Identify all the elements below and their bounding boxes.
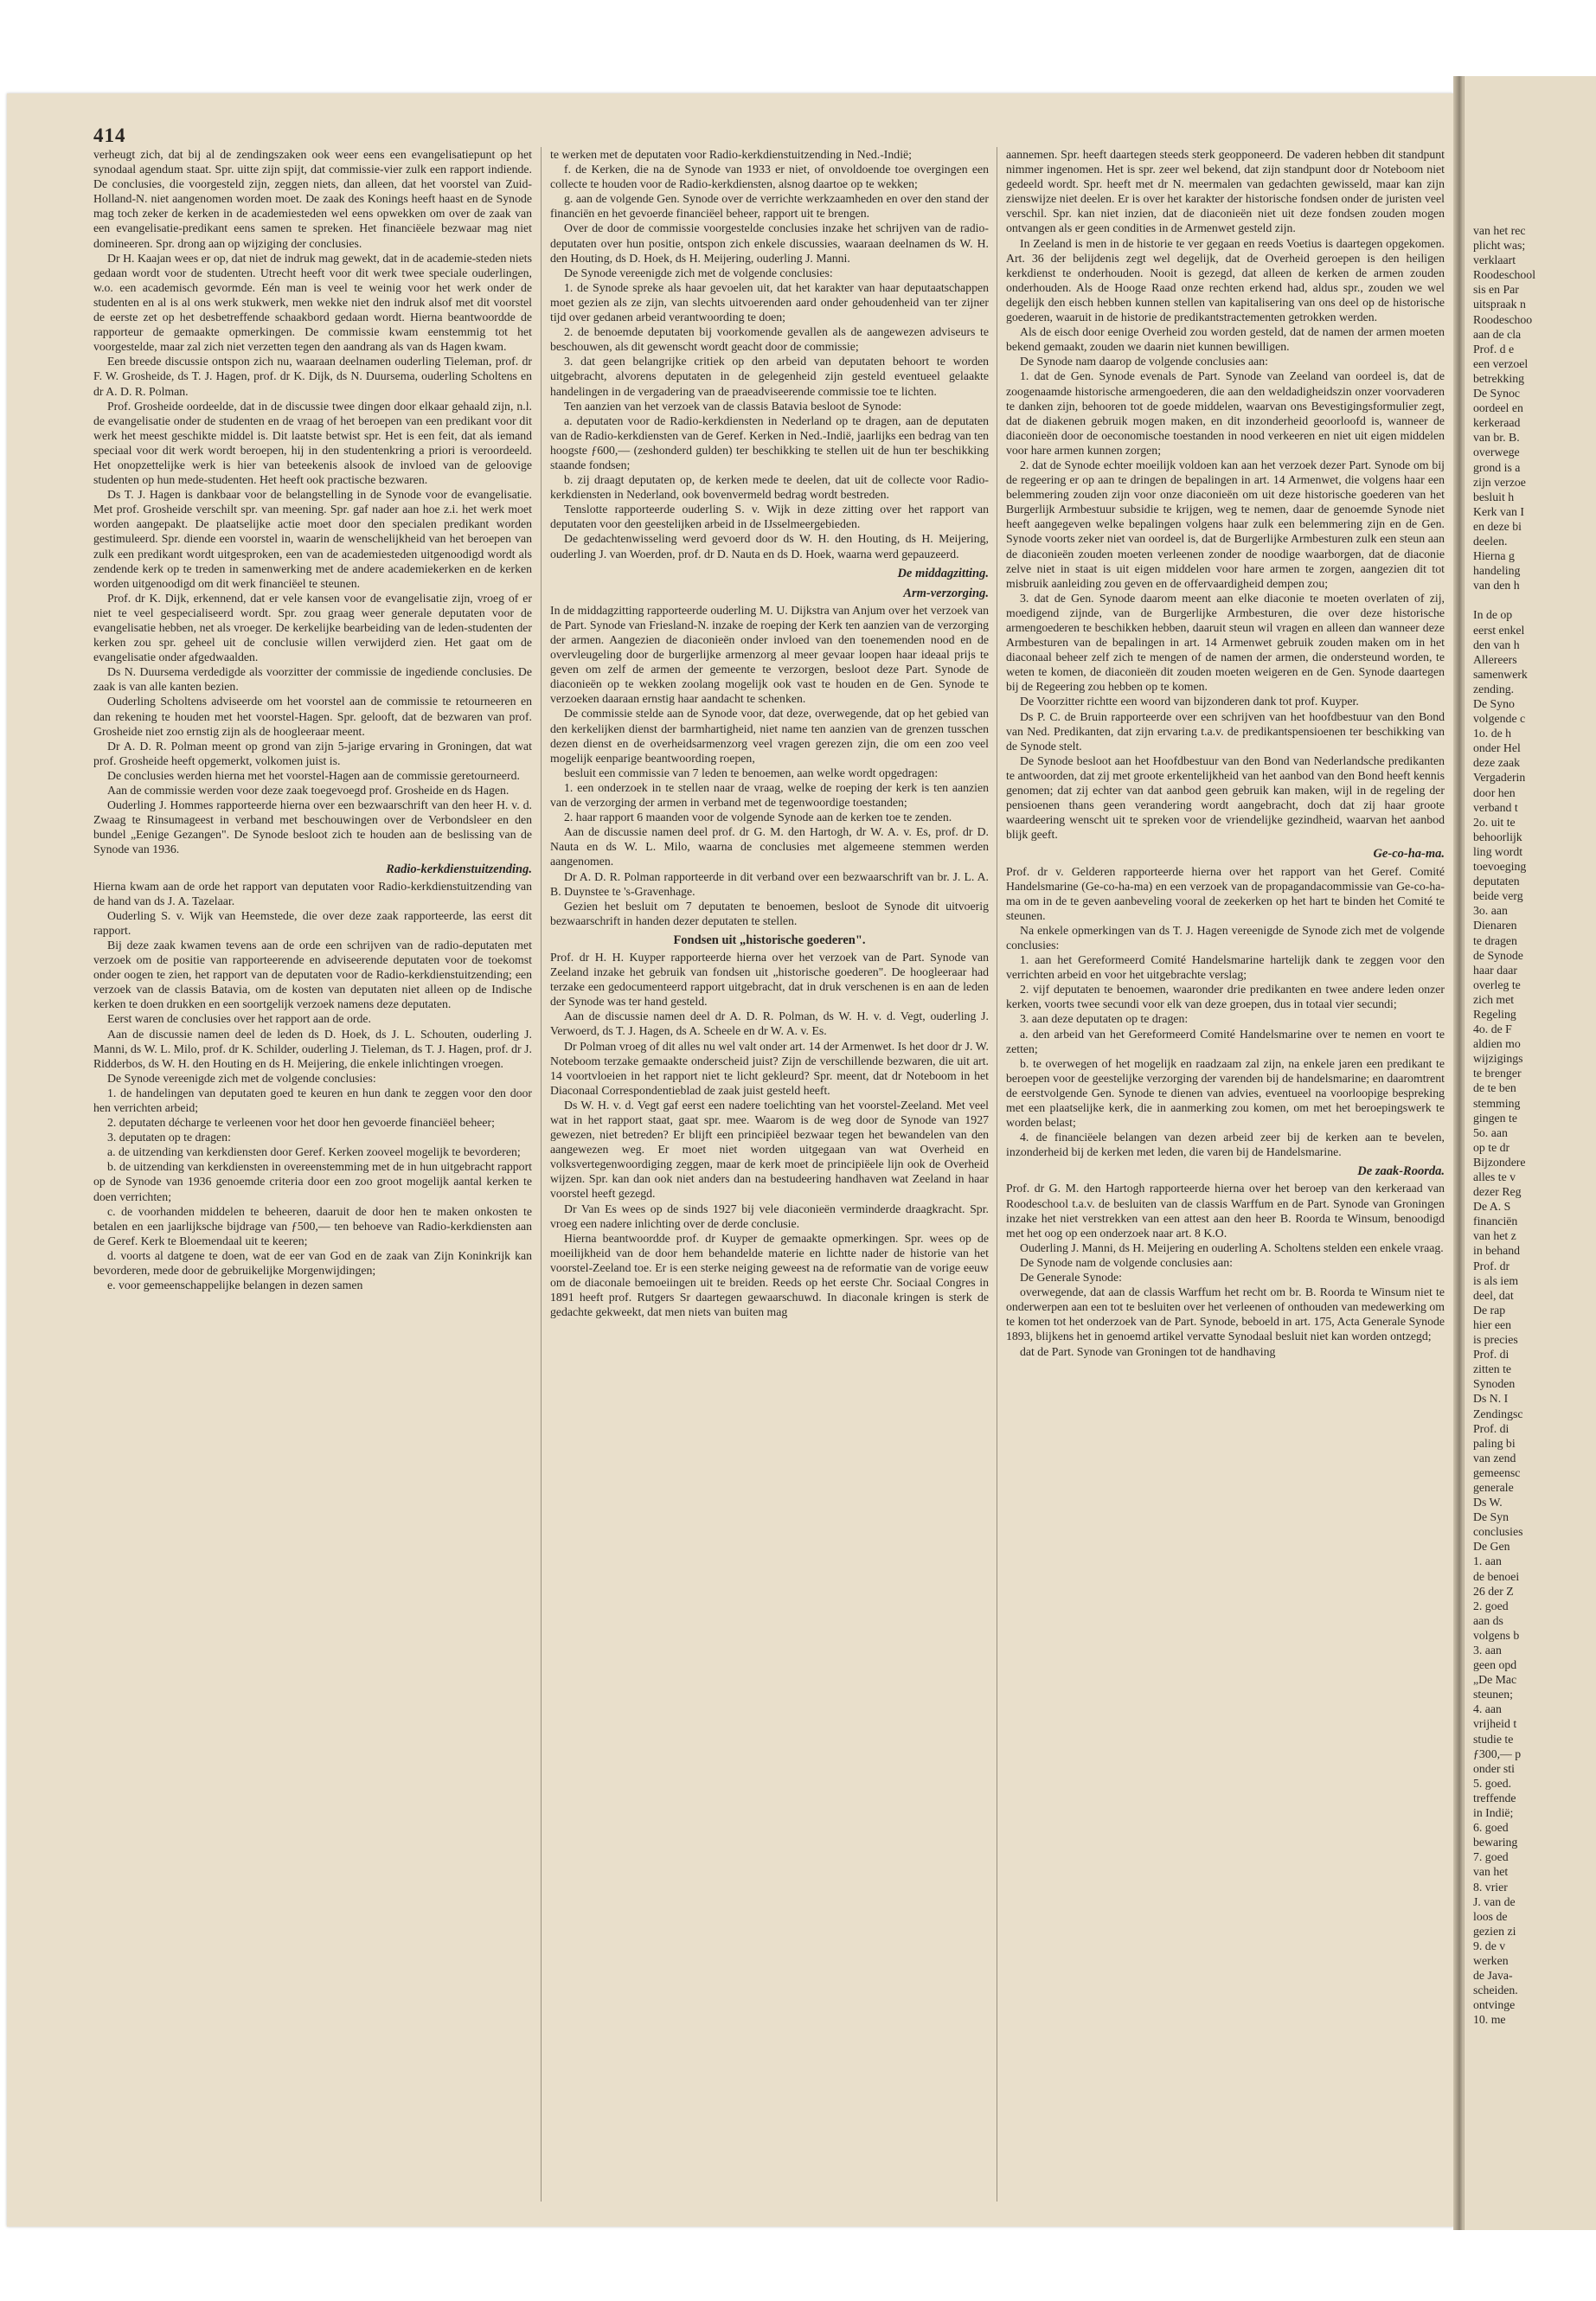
next-page-line: zending. [1473, 682, 1515, 695]
paragraph: Prof. dr G. M. den Hartogh rapporteerde hierna over het beroep van den kerkeraad van Roodeschool t.a.v. de besluiten van de classis Warffum en de Part. Synode van Groningen inzake het niet verstrekken van een attest aan den heer B. Roorda te Winsum, benoodigd met het oog op een onderzoek naar art. 8 K.O. [1006, 1182, 1445, 1240]
next-page-line: van br. B. [1473, 431, 1520, 445]
paragraph: Ten aanzien van het verzoek van de classis Batavia besloot de Synode: [564, 399, 902, 413]
next-page-line: behoorlijk [1473, 830, 1522, 843]
paragraph: Tenslotte rapporteerde ouderling S. v. Wijk in deze zitting over het rapport van deputaten voor den geestelijken arbeid in de IJsselmeergebieden. [550, 503, 989, 531]
paragraph: dat de Part. Synode van Groningen tot de handhaving [1020, 1344, 1276, 1358]
paragraph: Ds W. H. v. d. Vegt gaf eerst een nadere toelichting van het voorstel-Zeeland. Met veel wat in het rapport staat, gaat spr. mee. Waarom is de weg door de Synode van 1927 gewezen, niet betreden? Er blijft een principiëel bezwaar tegen het bewandelen van den aangewezen weg. Er moet niet worden uitgegaan van wat Overheid en volksvertegenwoordiging zeggen, maar de kerk moet de principiëele lijn ook de Overheid wijzen. Spr. kan dan ook niet anders dan na bestudeering handhaven wat Zeeland in haar voorstel heeft gezegd. [550, 1098, 989, 1201]
next-page-text [1473, 223, 1596, 2027]
next-page-line: loos de [1473, 1909, 1508, 1923]
next-page-line: De rap [1473, 1303, 1506, 1317]
next-page-line: paling bi [1473, 1436, 1516, 1450]
next-page-line: onder sti [1473, 1761, 1515, 1775]
paragraph: De Voorzitter richtte een woord van bijzonderen dank tot prof. Kuyper. [1020, 695, 1359, 708]
next-page-line: In de op [1473, 608, 1513, 622]
next-page-line: „De Mac [1473, 1673, 1517, 1687]
next-page-line: ling wordt [1473, 844, 1523, 858]
next-page-line: De Synoc [1473, 387, 1521, 401]
paragraph: Aan de commissie werden voor deze zaak toegevoegd prof. Grosheide en ds Hagen. [107, 784, 510, 798]
next-page-line: Allereers [1473, 652, 1517, 666]
paragraph: 3. dat de Gen. Synode daarom meent aan elke diaconie te moeten overlaten of zij, moedigend zijnde, van de Burgerlijke Armbesturen, die over deze historische armengoederen te beschikken hebben, daaruit steun wil vragen en alleen dan wanneer deze Armbesturen van de bepalingen in art. 14 Armenwet gebruik zouden maken om in het diaconaal beheer zelf zich te mengen of de namen der armen, die ondersteund worden, te weten te komen, de diaconieën dit zouden moeten weigeren en de Gen. Synode daartegen bij de Regeering zou hebben op te komen. [1006, 591, 1445, 694]
column-3-body-b [1006, 864, 1445, 1160]
next-page-line: Ds N. I [1473, 1392, 1509, 1406]
section-heading-fondsen: Fondsen uit „historische goederen". [673, 933, 866, 947]
next-page-line: Roodeschool [1473, 268, 1536, 282]
paragraph: Dr A. D. R. Polman rapporteerde in dit verband over een bezwaarschrift van br. J. L. A. B. Duynstee te 's-Gravenhage. [550, 869, 989, 898]
page-number: 414 [93, 125, 126, 146]
paragraph: b. te overwegen of het mogelijk en raadzaam zal zijn, na enkele jaren een predikant te beroepen voor de geestelijke verzorging der varenden bij de handelsmarine; en daaromtrent de eerstvolgende Gen. Synode te dienen van advies, eventueel na voorloopige bespreking met een plaatselijke kerk, die in aanmerking zou komen, om met het beroepingswerk te worden belast; [1006, 1056, 1445, 1130]
paragraph: De Synode nam de volgende conclusies aan: [1020, 1255, 1233, 1269]
next-page-line: Vergaderin [1473, 771, 1526, 785]
paragraph: Hierna kwam aan de orde het rapport van deputaten voor Radio-kerkdienstuitzending van de hand van ds J. A. Tazelaar. [93, 879, 532, 907]
next-page-line: plicht was; [1473, 239, 1526, 253]
paragraph: Aan de discussie namen deel prof. dr G. M. den Hartogh, dr W. A. v. Es, prof. dr D. Nauta en ds W. L. Milo, waarna de conclusies met algemeene stemmen werden aangenomen. [550, 825, 989, 868]
paragraph: In de middagzitting rapporteerde ouderling M. U. Dijkstra van Anjum over het verzoek van de Part. Synode van Friesland-N. inzake de roeping der Kerk ten aanzien van de verzorging der armen. Aangezien de diaconieën onder invloed van den toenemenden nood en de overvleugeling door de burgerlijke armenzorg al meer gevaar loopen haar ideaal prijs te geven om zelf de armen der gemeente te verzorgen, besloot deze Part. Synode de diaconieën op te wekken zoolang mogelijk ook vast te houden en de Gen. Synode te verzoeken daaraan ernstig haar aandacht te schenken. [550, 603, 989, 706]
paragraph: 4. de financiëele belangen van dezen arbeid zeer bij de kerken aan te bevelen, inzonderheid bij de kerken met leden, die varen bij de Handelsmarine. [1006, 1131, 1445, 1159]
next-page-line: overleg te [1473, 977, 1521, 991]
column-1 [93, 147, 532, 2206]
next-page-line: van het z [1473, 1229, 1516, 1243]
paragraph: Prof. dr H. H. Kuyper rapporteerde hierna over het verzoek van de Part. Synode van Zeeland inzake het gebruik van fondsen uit „historische goederen". De hoogleeraar had terzake een gedocumenteerd rapport uitgebracht, dat in druk verschenen is en aan de leden der Synode was ter hand gesteld. [550, 950, 989, 1009]
next-page-line: van den h [1473, 579, 1520, 593]
next-page-line: Prof. di [1473, 1348, 1509, 1362]
next-page-line: 1o. de h [1473, 727, 1512, 740]
paragraph: Aan de discussie namen deel dr A. D. R. Polman, ds W. H. v. d. Vegt, ouderling J. Verwoerd, ds T. J. Hagen, ds A. Scheele en dr W. A. v. Es. [550, 1009, 989, 1038]
next-page-line: deze zaak [1473, 756, 1520, 770]
next-page-line: De Gen [1473, 1540, 1510, 1554]
next-page-line: 10. me [1473, 2013, 1506, 2027]
next-page-line: van zend [1473, 1451, 1516, 1465]
next-page-line: De Syno [1473, 697, 1515, 710]
next-page-line: verband t [1473, 800, 1518, 814]
paragraph: 3. dat geen belangrijke critiek op den arbeid van deputaten behoort te worden uitgebracht, alvorens deputaten in de gelegenheid zijn gesteld eventueel gelaakte handelingen in de vergadering van de praeadviseerende commissie toe te lichten. [550, 355, 989, 398]
next-page-line: Hierna g [1473, 549, 1515, 563]
next-page-line: scheiden. [1473, 1984, 1518, 1997]
next-page-line: 2o. uit te [1473, 815, 1516, 829]
next-page-line: de Synode [1473, 948, 1523, 962]
next-page-line: financiën [1473, 1215, 1518, 1228]
next-page-line: Prof. dr [1473, 1259, 1510, 1272]
next-page-line: Kerk van I [1473, 504, 1524, 518]
next-page-line: van het rec [1473, 224, 1526, 237]
next-page-line: aldien mo [1473, 1037, 1521, 1051]
next-page-line: een verzoel [1473, 356, 1529, 370]
paragraph: 1. een onderzoek in te stellen naar de vraag, welke de roeping der kerk is ten aanzien van de verzorging der armen in verband met de tegenwoordige toestanden; [550, 780, 989, 810]
next-page-line: en deze bi [1473, 519, 1522, 533]
paragraph: besluit een commissie van 7 leden te benoemen, aan welke wordt opgedragen: [564, 766, 939, 779]
paragraph: c. de voorhanden middelen te beheeren, daaruit de door hen te maken onkosten te betalen en een jaarlijksche bijdrage van ƒ500,— ten behoeve van Radio-kerkdiensten aan de Geref. Kerk te Bloemendaal uit te keeren; [93, 1204, 532, 1247]
next-page-line: zijn verzoe [1473, 475, 1526, 489]
paragraph: Over de door de commissie voorgestelde conclusies inzake het schrijven van de radio-deputaten over hun positie, ontspon zich enkele discussies, waaraan deelnamen ds W. H. den Houting, ds D. Hoek, ds H. Meijering, ouderling J. Manni. [550, 221, 989, 265]
paragraph: Aan de discussie namen deel de leden ds D. Hoek, ds J. L. Schouten, ouderling J. Manni, ds W. L. Milo, prof. dr K. Schilder, ouderling J. Tieleman, ds T. J. Hagen, prof. dr J. Ridderbos, ds W. H. den Houting en ds H. Meijering, die enkele inlichtingen vroegen. [93, 1027, 532, 1070]
column-2-body-b [550, 603, 989, 928]
next-page-line: bewaring [1473, 1836, 1518, 1849]
paragraph: 1. aan het Gereformeerd Comité Handelsmarine hartelijk dank te zeggen voor den verrichten arbeid en voor het uitgebrachte verslag; [1006, 953, 1445, 982]
paragraph: verheugt zich, dat bij al de zendingszaken ook weer eens een evangelisatiepunt op het synodaal agendum staat. Spr. uitte zijn spijt, dat commissie-vier zulk een rapport indiende. De conclusies, die voorgesteld zijn, zeggen niets, dan alleen, dat het voorstel van Zuid-Holland-N. niet aangenomen worden moet. De zaak des Konings heeft haast en de Synode mag toch zeker de kerken in de academiesteden wel eens opwekken om over de zaak van een evangelisatie-predikant eens samen te spreken. Het financiëele bezwaar mag niet domineeren. Spr. drong aan op wijziging der conclusies. [93, 148, 532, 250]
column-2-body [550, 147, 989, 561]
next-page-line: generale [1473, 1480, 1514, 1494]
next-page-line: betrekking [1473, 371, 1525, 385]
paragraph: a. deputaten voor de Radio-kerkdiensten in Nederland op te dragen, aan de deputaten van de Radio-kerkdiensten van de Geref. Kerken in Ned.-Indië, jaarlijks een bedrag van ten hoogste ƒ600,— (zeshonderd gulden) ter beschikking te stellen uit de hun ter beschikking staande fondsen; [550, 413, 989, 471]
next-page-line: te dragen [1473, 933, 1517, 947]
next-page-line: besluit h [1473, 490, 1515, 503]
next-page-line: gezien zi [1473, 1924, 1516, 1938]
paragraph: De Synode vereenigde zich met de volgende conclusies: [107, 1071, 376, 1085]
next-page-line: de benoei [1473, 1569, 1520, 1583]
next-page-line: 3o. aan [1473, 904, 1508, 918]
paragraph: Ds P. C. de Bruin rapporteerde over een schrijven van het hoofdbestuur van den Bond van Ned. Predikanten, dat zijn ervaring t.a.v. de predikantspensioenen ter beschikking van de Synode stelt. [1006, 709, 1445, 753]
next-page-line: ƒ300,— p [1473, 1747, 1522, 1760]
next-page-line: in behand [1473, 1244, 1521, 1258]
paragraph: Dr Van Es wees op de sinds 1927 bij vele diaconieën verminderde draagkracht. Spr. vroeg een nadere inlichting over de derde conclusie. [550, 1202, 989, 1230]
next-page-line: grond is a [1473, 460, 1521, 474]
paragraph: 1. dat de Gen. Synode evenals de Part. Synode van Zeeland van oordeel is, dat de zoogenaamde historische armengoederen, die aan den weldadigheidszin onzer voorvaderen te danken zijn, behooren tot de goede middelen, waarvan ons Bevestigingsformulier zegt, dat de diakenen gebruik mogen maken, en dit inzonderheid geoorloofd is, wanneer de diaconieën door de oeconomische toestanden in nood verkeeren en niet uit eigen middelen voor hare armen kunnen zorgen; [1006, 369, 1445, 457]
next-page-line: uitspraak n [1473, 298, 1526, 311]
next-page-line: Bijzondere [1473, 1155, 1526, 1169]
paragraph: 2. vijf deputaten te benoemen, waaronder drie predikanten en twee andere leden onzer kerken, voorts twee secundi voor elk van deze groepen, dus in totaal vier secundi; [1006, 983, 1445, 1011]
next-page-line: 26 der Z [1473, 1584, 1514, 1598]
next-page-line: 9. de v [1473, 1939, 1506, 1952]
next-page-line: haar daar [1473, 963, 1517, 977]
column-3 [1006, 147, 1445, 2206]
next-page-line: aan de cla [1473, 327, 1522, 341]
paragraph: aannemen. Spr. heeft daartegen steeds sterk geopponeerd. De vaderen hebben dit standpunt nimmer ingenomen. Het is spr. zeer wel bekend, dat zijn standpunt door dr Noteboom niet gedeeld wordt. Spr. heeft met dr N. meermalen van gedachten gewisseld, maar kan zijn zienswijze niet deelen. Er is over het karakter der historische fondsen onder de juristen veel verschil. Spr. kan niet inzien, dat de diaconieën niet uit deze fondsen zouden mogen ontvangen als er geen condities in de Armenwet gesteld zijn. [1006, 148, 1445, 235]
next-page-line: oordeel en [1473, 401, 1523, 415]
paragraph: g. aan de volgende Gen. Synode over de verrichte werkzaamheden en over den stand der financiën en het gevoerde financiëel beheer, rapport uit te brengen. [550, 192, 989, 221]
next-page-line: eerst enkel [1473, 623, 1525, 637]
paragraph: Prof. Grosheide oordeelde, dat in de discussie twee dingen door elkaar gehaald zijn, n.l. de evangelisatie onder de studenten en de vraag of het beroepen van een predikant voor dit werk het meest geschikte middel is. Dit laatste betwist spr. Het is een feit, dat als iemand speciaal voor dit werk wordt beroepen, hij in den studentenkring a priori is veroordeeld. Het onopzettelijke werk is hier van beteekenis alsook de invloed van de geloovige studenten op hun mede-studenten. Het heeft ook practische bezwaren. [93, 399, 532, 487]
next-page-line: op te dr [1473, 1140, 1510, 1154]
section-heading-zaak-roorda: De zaak-Roorda. [1357, 1164, 1445, 1179]
next-page-line: De Syn [1473, 1510, 1509, 1524]
next-page-line: 7. goed [1473, 1850, 1509, 1864]
next-page-line: den van h [1473, 638, 1520, 651]
paragraph: 2. haar rapport 6 maanden voor de volgende Synode aan de kerken toe te zenden. [564, 811, 952, 824]
next-page-line: Prof. di [1473, 1421, 1509, 1435]
paragraph: te werken met de deputaten voor Radio-kerkdienstuitzending in Ned.-Indië; [550, 148, 912, 161]
next-page-line: 1. aan [1473, 1554, 1502, 1568]
paragraph: In Zeeland is men in de historie te ver gegaan en reeds Voetius is daartegen opgekomen. Art. 36 der belijdenis zegt wel degelijk, dat de Overheid geroepen is den heiligen kerkdienst te onderhouden. Nooit is gezegd, dat alleen de kerken de armen zouden onderhouden. Als de Hooge Raad onze rechten erkend had, aldus spr., zouden we wel degelijk den eisch hebben kunnen stellen van kapitalisering van ons deel op de historische goederen, waaruit in de historie de predikantstractementen getrokken werden. [1006, 236, 1445, 324]
column-1-body [93, 147, 532, 857]
paragraph: De commissie stelde aan de Synode voor, dat deze, overwegende, dat op het gebied van den kerkelijken dienst der barmhartigheid, niet name ten aanzien van de grenzen tusschen dezen dienst en de overheidsarmenzorg veel vragen gerezen zijn, die om een zoo veel mogelijk eenparige beantwoording roepen, [550, 707, 989, 765]
column-1-body-b [93, 879, 532, 1293]
next-page-line: studie te [1473, 1732, 1514, 1746]
next-page-line: van het [1473, 1865, 1509, 1879]
next-page-line: volgens b [1473, 1628, 1520, 1642]
column-2 [550, 147, 989, 2206]
paragraph: Ds N. Duursema verdedigde als voorzitter der commissie de ingediende conclusies. De zaak is van alle kanten bezien. [93, 665, 532, 694]
next-page-line: ontvinge [1473, 1998, 1516, 2012]
next-page-line: Roodeschoo [1473, 312, 1533, 326]
paragraph: Een breede discussie ontspon zich nu, waaraan deelnamen ouderling Tieleman, prof. dr F. W. Grosheide, ds T. J. Hagen, prof. dr K. Dijk, ds N. Duursema, ouderling Scholtens en dr A. D. R. Polman. [93, 355, 532, 398]
paragraph: Prof. dr v. Gelderen rapporteerde hierna over het rapport van het Geref. Comité Handelsmarine (Ge-co-ha-ma) en een verzoek van de propagandacommissie van Ge-co-ha-ma om in de te geven aanbeveling vooral de zeekerken op het hart te binden het Comité te steunen. [1006, 864, 1445, 922]
next-page-line: 4. aan [1473, 1702, 1502, 1716]
next-page-line: dezer Reg [1473, 1185, 1522, 1199]
next-page-line: overwege [1473, 445, 1520, 459]
paragraph: De Synode vereenigde zich met de volgende conclusies: [564, 266, 833, 279]
paragraph: De gedachtenwisseling werd gevoerd door ds W. H. den Houting, ds H. Meijering, ouderling J. van Woerden, prof. dr D. Nauta en ds D. Hoek, waarna werd gepauzeerd. [550, 532, 989, 561]
paragraph: Ouderling S. v. Wijk van Heemstede, die over deze zaak rapporteerde, las eerst dit rapport. [93, 908, 532, 937]
next-page-line: Synoden [1473, 1377, 1516, 1391]
paragraph: De Synode nam daarop de volgende conclusies aan: [1020, 355, 1268, 369]
section-heading-middagzitting: De middagzitting. [897, 566, 989, 580]
next-page-line: 3. aan [1473, 1644, 1502, 1657]
next-page-line: Prof. d e [1473, 342, 1515, 356]
next-page-line: deel, dat [1473, 1288, 1514, 1302]
section-heading-radio: Radio-kerkdienstuitzending. [386, 862, 532, 876]
paragraph: Na enkele opmerkingen van ds T. J. Hagen vereenigde de Synode zich met de volgende conclusies: [1006, 923, 1445, 952]
next-page-line: 6. goed [1473, 1821, 1509, 1835]
next-page-line: 5o. aan [1473, 1125, 1508, 1139]
section-heading-gecohama: Ge-co-ha-ma. [1373, 847, 1445, 862]
column-3-body-c [1006, 1181, 1445, 1358]
next-page-line: is precies [1473, 1333, 1518, 1347]
next-page-line: volgende c [1473, 712, 1526, 726]
paragraph: b. zij draagt deputaten op, de kerken mede te deelen, dat uit de collecte voor Radio-kerkdiensten in Nederland, ook bovenvermeld bedrag wordt bestreden. [550, 473, 989, 502]
next-page-line: hier een [1473, 1317, 1512, 1331]
paragraph: a. den arbeid van het Gereformeerd Comité Handelsmarine over te nemen en voort te zetten; [1006, 1027, 1445, 1055]
column-divider [541, 147, 542, 2202]
paragraph: De Synode besloot aan het Hoofdbestuur van den Bond van Nederlandsche predikanten te antwoorden, dat zij met groote erkentelijkheid van het aanbod van den Bond heeft kennis genomen; dat zij echter van dat aanbod geen gebruik kan maken, wijl in de regeling der pensioenen thans geen verandering wordt aangebracht, doch dat zij haar groote waardeering wenscht uit te spreken voor de vriendelijke gezindheid, waarvan het aanbod blijk geeft. [1006, 753, 1445, 842]
paragraph: Als de eisch door eenige Overheid zou worden gesteld, dat de namen der armen moeten bekend gemaakt, zouden we daarin niet kunnen bewilligen. [1006, 325, 1445, 354]
paragraph: Gezien het besluit om 7 deputaten te benoemen, besloot de Synode dit uitvoerig bezwaarschrift in handen dezer deputaten te stellen. [550, 899, 989, 927]
next-page-line: geen opd [1473, 1658, 1517, 1672]
next-page-line: in Indië; [1473, 1806, 1514, 1820]
paragraph: Ds T. J. Hagen is dankbaar voor de belangstelling in de Synode voor de evangelisatie. Met prof. Grosheide verschilt spr. van meening. Spr. gaf nader aan hoe z.i. het werk moet worden aangepakt. De plaatselijke actie moet door den specialen predikant worden gestimuleerd. Spr. diende een voorstel in, waarin de wenschelijkheid van het beroepen van zulk een predikant wordt uitgesproken, een van de academiesteden uitgenoodigd wordt als zendende kerk op te treden in samenwerking met de andere academiekerken en de kerken worden uitgenoodigd om dit werk financiëel te steunen. [93, 488, 532, 590]
paragraph: 1. de Synode spreke als haar gevoelen uit, dat het karakter van haar deputaatschappen moet gezien als ze zijn, van slechts uitvoerenden aard onder gehoudenheid van ter zijner tijd over gedanen arbeid verantwoording te doen; [550, 280, 989, 324]
column-3-body [1006, 147, 1445, 842]
next-page-line: De A. S [1473, 1200, 1511, 1214]
next-page-line: handeling [1473, 564, 1521, 578]
next-page-line: 8. vrier [1473, 1880, 1508, 1894]
paragraph: Ouderling Scholtens adviseerde om het voorstel aan de commissie te retourneeren en dan rekening te houden met het voorstel-Hagen. Spr. gelooft, dat de bezwaren van prof. Grosheide niet zoo ernstig zijn als de hoogleeraar meent. [93, 695, 532, 738]
next-page-line: is als iem [1473, 1273, 1519, 1287]
paragraph: 2. dat de Synode echter moeilijk voldoen kan aan het verzoek dezer Part. Synode om bij de regeering er op aan te dringen de bepalingen in art. 14 Armenwet, die volgens haar een belemmering zouden zijn voor onze diaconieën om uit deze historische goederen van het Burgerlijk Armbestuur subsidie te krijgen, weg te nemen, daar de genoemde Synode niet heeft aangegeven welke bepalingen volgens haar zulk een belemmering zijn en de Gen. Synode voorts zeker niet van oordeel is, dat de Burgerlijke Armbesturen zulk een steun aan de diaconieën zouden moeten verleenen zonder de noodige waarborgen, dat de diaconie zelve niet in staat is uit eigen middelen voor hare armen te zorgen, aangezien dit tot misbruik aanleiding zou geven en de offervaardigheid dempen zou; [1006, 458, 1445, 590]
next-page-line: deelen. [1473, 534, 1508, 548]
paragraph: 1. de handelingen van deputaten goed te keuren en hun dank te zeggen voor den door hen verrichten arbeid; [93, 1086, 532, 1114]
next-page-line: onder Hel [1473, 741, 1521, 755]
next-page-edge [1464, 76, 1596, 2230]
next-page-line: Zendingsc [1473, 1407, 1523, 1420]
paragraph: 3. deputaten op te dragen: [107, 1131, 231, 1144]
next-page-line [1473, 593, 1596, 607]
paragraph: Ouderling J. Manni, ds H. Meijering en ouderling A. Scholtens stelden een enkele vraag. [1020, 1240, 1444, 1254]
next-page-line: deputaten [1473, 875, 1520, 888]
page-spine [1453, 76, 1464, 2230]
paragraph: 3. aan deze deputaten op te dragen: [1020, 1012, 1189, 1026]
paragraph: Hierna beantwoordde prof. dr Kuyper de gemaakte opmerkingen. Spr. wees op de moeilijkheid van de door hem behandelde materie en lichtte nader de historie van het voorstel-Zeeland toe. Er is een sterke neiging geweest na de reformatie van de vorige eeuw om de diaconale bemoeiingen uit te breiden. Reeds op het eerste Chr. Sociaal Congres in 1891 heeft prof. Rutgers Sr daartegen gewaarschuwd. In diaconale kringen is sterk de gedachte gekweekt, dat men niets van buiten mag [550, 1231, 989, 1319]
next-page-line: de Java- [1473, 1969, 1513, 1983]
next-page-line: stemming [1473, 1096, 1521, 1110]
next-page-line: zitten te [1473, 1362, 1512, 1376]
next-page-line: kerkeraad [1473, 416, 1521, 430]
paragraph: Dr A. D. R. Polman meent op grond van zijn 5-jarige ervaring in Groningen, dat wat prof. Grosheide heeft opgemerkt, volkomen juist is. [93, 739, 532, 767]
paragraph: f. de Kerken, die na de Synode van 1933 er niet, of onvoldoende toe overgingen een collecte te houden voor de Radio-kerkdiensten, alsnog daartoe op te wekken; [550, 163, 989, 191]
next-page-line: alles te v [1473, 1170, 1516, 1183]
next-page-line: aan ds [1473, 1613, 1503, 1627]
paragraph: Bij deze zaak kwamen tevens aan de orde een schrijven van de radio-deputaten met verzoek om de positie van rapporteerende en adviseerende deputaten voor de toekomst onder oogen te zien, het rapport van de deputaten voor de Radio-kerkdienstuitzending; een verzoek van de classis Batavia, om de kosten van deputaten niet alleen op de Indische kerken te doen drukken en een soortgelijk verzoek namens deze deputaten. [93, 938, 532, 1011]
next-page-line: Dienaren [1473, 919, 1517, 933]
paragraph: d. voorts al datgene te doen, wat de eer van God en de zaak van Zijn Koninkrijk kan bevorderen, mede door de gebruikelijke Morgenwijdingen; [93, 1248, 532, 1278]
paragraph: De conclusies werden hierna met het voorstel-Hagen aan de commissie geretourneerd. [107, 768, 520, 782]
next-page-line: te brenger [1473, 1067, 1522, 1080]
next-page-line: 4o. de F [1473, 1022, 1512, 1036]
paragraph: 2. de benoemde deputaten bij voorkomende gevallen als de aangewezen adviseurs te beschouwen, als dit gewenscht wordt geacht door de commissie; [550, 325, 989, 354]
next-page-line: 2. goed [1473, 1599, 1509, 1612]
next-page-line: zich met [1473, 992, 1515, 1006]
next-page-line: samenwerk [1473, 667, 1528, 681]
paragraph: De Generale Synode: [1020, 1271, 1122, 1285]
column-2-body-c [550, 950, 989, 1319]
paragraph: 2. deputaten décharge te verleenen voor het door hen gevoerde financiëel beheer; [107, 1116, 495, 1130]
next-page-line: beide verg [1473, 889, 1523, 903]
next-page-line: conclusies [1473, 1525, 1523, 1539]
paragraph: Dr H. Kaajan wees er op, dat niet de indruk mag gewekt, dat in de academie-steden niets gedaan wordt voor de studenten. Utrecht heeft voor dit werk twee speciale ouderlingen, w.o. een academisch gevormde. Eén man is veel te weinig voor het werk onder de studenten en al is al ons werk stukwerk, men wekke niet den indruk alsof met dit voorstel de eerste zet op het desbetreffende schaakbord gedaan wordt. Hierna beantwoordde de rapporteur de gemaakte opmerkingen. De commissie kwam eenstemmig tot het voorgestelde, maar zal zich niet verzetten tegen den aandrang als van ds Hagen kwam. [93, 251, 532, 354]
paragraph: Ouderling J. Hommes rapporteerde hierna over een bezwaarschrift van den heer H. v. d. Zwaag te Rinsumageest in verband met beschouwingen over de Verbondsleer en den bundel „Eenige Gezangen". De Synode besloot zich te houden aan de beslissing van de Synode van 1936. [93, 798, 532, 856]
paragraph: Dr Polman vroeg of dit alles nu wel valt onder art. 14 der Armenwet. Is het door dr J. W. Noteboom terzake gemaakte onderscheid juist? Zijn de verschillende bezwaren, die uit art. 14 voortvloeien in het rapport niet te licht gekleurd? Spr. meent, dat dr Noteboom in het Diaconaal Correspondentieblad de zaak juist gesteld heeft. [550, 1039, 989, 1097]
section-heading-armverzorging: Arm-verzorging. [903, 586, 989, 600]
paragraph: b. de uitzending van kerkdiensten in overeenstemming met de in hun uitgebracht rapport op de Synode van 1936 genoemde criteria door een zoo groot mogelijk aantal kerken te doen verrichten; [93, 1160, 532, 1203]
next-page-line: toevoeging [1473, 860, 1527, 874]
paragraph: e. voor gemeenschappelijke belangen in dezen samen [107, 1279, 363, 1292]
next-page-line: steunen; [1473, 1688, 1513, 1702]
paragraph: overwegende, dat aan de classis Warffum het recht om br. B. Roorda te Winsum niet te onderwerpen aan een tot te besluiten over het verleenen of onthouden van medewerking om te komen tot het onderzoek van de Part. Synode, beboeld in art. 175, Acta Generale Synode 1893, blijkens het in genoemd artikel vervatte Synodaal besluit niet kan worden ontzegd; [1006, 1285, 1445, 1343]
paragraph: Prof. dr K. Dijk, erkennend, dat er vele kansen voor de evangelisatie zijn, vroeg of er niet te veel gespecialiseerd wordt. Spr. zou graag weer generale deputaten voor de evangelisatie hebben, net als vroeger. De kerkelijke bearbeiding van de leden-studenten der kerken zou spr. geheel uit de conclusie willen verwijderd zien. Het gaat om de evangelisatie onder afgedwaalden. [93, 591, 532, 664]
paragraph: a. de uitzending van kerkdiensten door Geref. Kerken zooveel mogelijk te bevorderen; [107, 1145, 521, 1159]
next-page-line: verklaart [1473, 253, 1516, 267]
next-page-line: 5. goed. [1473, 1776, 1512, 1790]
next-page-line: gemeensc [1473, 1465, 1521, 1479]
next-page-line: wijzigings [1473, 1052, 1523, 1066]
next-page-line: werken [1473, 1953, 1509, 1967]
next-page-line: treffende [1473, 1791, 1516, 1804]
next-page-line: Ds W. [1473, 1496, 1503, 1509]
next-page-line: vrijheid t [1473, 1717, 1517, 1731]
next-page-line: de te ben [1473, 1081, 1516, 1095]
next-page-line: Regeling [1473, 1007, 1516, 1021]
paragraph: Eerst waren de conclusies over het rapport aan de orde. [107, 1012, 371, 1026]
next-page-line: gingen te [1473, 1111, 1517, 1125]
next-page-line: sis en Par [1473, 283, 1519, 297]
next-page-line: door hen [1473, 785, 1516, 799]
next-page-line: J. van de [1473, 1894, 1516, 1908]
